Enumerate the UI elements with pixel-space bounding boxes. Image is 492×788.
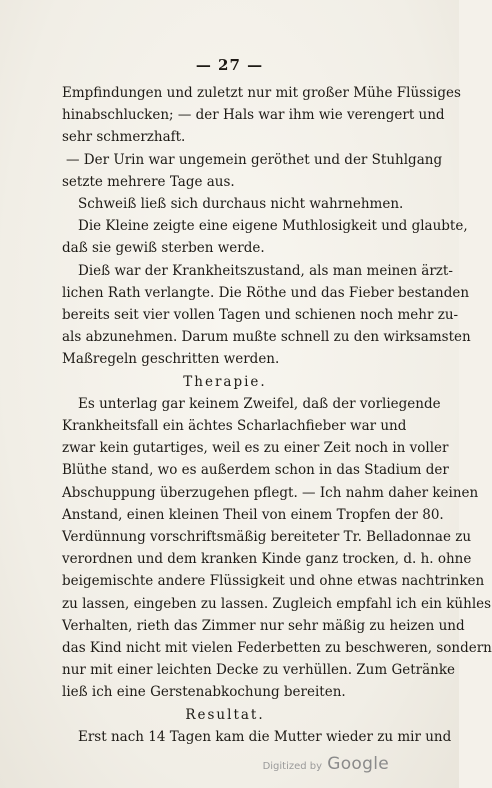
text-line: Maßregeln geschritten werden. xyxy=(62,351,280,368)
text-line: das Kind nicht mit vielen Federbetten zu beschweren, sondern xyxy=(62,640,492,657)
text-line: Erst nach 14 Tagen kam die Mutter wieder zu mir und xyxy=(78,728,452,745)
text-line: Empfindungen und zuletzt nur mit großer Mühe Flüssiges xyxy=(62,85,461,101)
text-line: Abschuppung überzugehen pflegt. — Ich nahm daher keinen xyxy=(62,484,479,501)
text-line: nur mit einer leichten Decke zu verhüllen. Zum Getränke xyxy=(62,662,456,679)
text-line: beigemischte andere Flüssigkeit und ohne etwas nachtrinken xyxy=(62,573,485,590)
text-line: zu lassen, eingeben zu lassen. Zugleich empfahl ich ein kühles xyxy=(62,595,492,612)
text-line: Die Kleine zeigte eine eigene Muthlosigkeit und glaubte, xyxy=(78,218,468,235)
text-line: Es unterlag gar keinem Zweifel, daß der vorliegende xyxy=(78,395,441,412)
text-line: Schweiß ließ sich durchaus nicht wahrnehmen. xyxy=(78,196,404,213)
page-number: — 27 — xyxy=(195,56,264,74)
text-line: — Der Urin war ungemein geröthet und der Stuhlgang xyxy=(66,151,443,168)
text-line: setzte mehrere Tage aus. xyxy=(62,173,235,190)
text-line: Verdünnung vorschriftsmäßig bereiteter Tr. Belladonnae zu xyxy=(62,529,472,546)
text-line: Dieß war der Krankheitszustand, als man meinen ärzt- xyxy=(78,262,453,279)
text-line: Verhalten, rieth das Zimmer nur sehr mäßig zu heizen und xyxy=(62,617,465,634)
text-line: Anstand, einen kleinen Theil von einem Tropfen der 80. xyxy=(62,506,444,523)
text-line: daß sie gewiß sterben werde. xyxy=(62,240,265,257)
digitized-watermark xyxy=(263,754,389,774)
section-heading-resultat: Resultat. xyxy=(185,706,265,723)
text-line: ließ ich eine Gerstenabkochung bereiten. xyxy=(62,684,346,701)
text-line: Blüthe stand, wo es außerdem schon in das Stadium der xyxy=(62,462,449,479)
text-line: lichen Rath verlangte. Die Röthe und das Fieber bestanden xyxy=(62,284,470,301)
watermark-prefix: Digitized by xyxy=(262,761,323,772)
section-heading-therapie: Therapie. xyxy=(183,373,267,390)
body-text xyxy=(62,82,492,748)
text-line: Krankheitsfall ein ächtes Scharlachfieber war und xyxy=(62,418,407,435)
text-line: hinabschlucken; — der Hals war ihm wie verengert und xyxy=(62,107,445,124)
text-line: zwar kein gutartiges, weil es zu einer Zeit noch in voller xyxy=(62,440,449,457)
text-line: sehr schmerzhaft. xyxy=(62,129,186,146)
text-line: verordnen und dem kranken Kinde ganz trocken, d. h. ohne xyxy=(62,551,472,568)
text-line: bereits seit vier vollen Tagen und schienen noch mehr zu- xyxy=(62,307,459,324)
text-line: als abzunehmen. Darum mußte schnell zu den wirksamsten xyxy=(62,329,471,346)
watermark-brand: Google xyxy=(327,754,389,774)
